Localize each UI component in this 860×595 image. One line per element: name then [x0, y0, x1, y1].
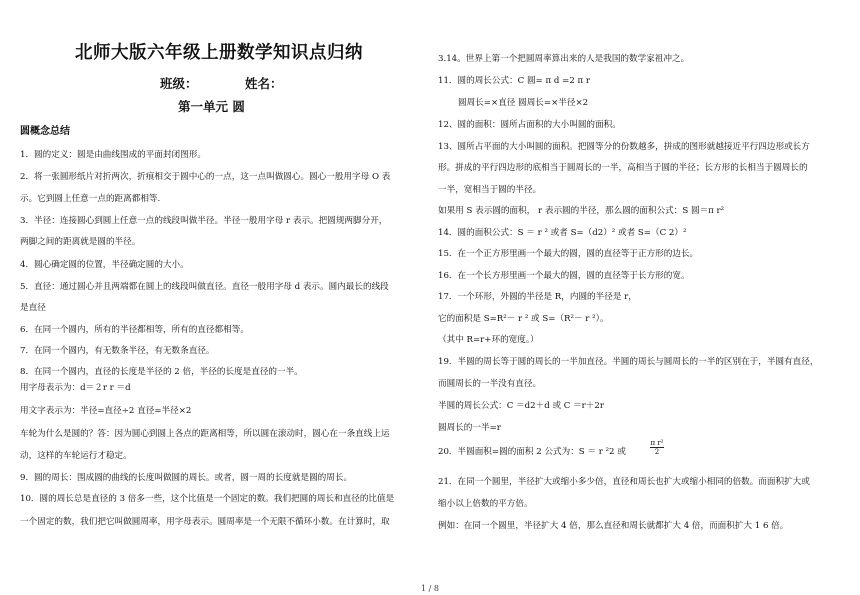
left-line: 3．半径：连接圆心到圆上任意一点的线段叫做半径。半径一般用字母 r 表示。把圆规两脚分开， — [20, 216, 388, 226]
fraction-denominator: 2 — [654, 448, 660, 456]
right-line: 21．在同一个圆里，半径扩大或缩小多少倍，直径和周长也扩大或缩小相同的倍数。而面积扩大或 — [438, 477, 810, 487]
right-line: 形。拼成的平行四边形的底相当于圆周长的一半，高相当于圆的半径；长方形的长相当于圆周长的 — [438, 163, 808, 173]
left-line: 两脚之间的距离就是圆的半径。 — [20, 237, 141, 247]
left-line: 是直径 — [20, 303, 46, 313]
left-line: 8．在同一个圆内，直径的长度是半径的 2 倍，半径的长度是直径的一半。 — [20, 367, 303, 377]
left-line: 9．圆的周长：围成圆的曲线的长度叫做圆的周长。或者，圆一周的长度就是圆的周长。 — [20, 473, 353, 483]
left-line: 用文字表示为：半径=直径÷2 直径=半径×2 — [20, 406, 192, 416]
fraction-numerator: π r² — [650, 439, 664, 447]
right-line: 13、圆所占平面的大小叫圆的面积。把圆等分的份数越多，拼成的图形就越接近平行四边形或长方 — [438, 142, 810, 152]
section-title: 圆概念总结 — [20, 126, 70, 137]
left-line: 2．将一张圆形纸片对折两次，折痕相交于圆中心的一点，这一点叫做圆心。圆心一般用字母 O 表 — [20, 172, 391, 182]
right-line: 例如：在同一个圆里，半径扩大 4 倍，那么直径和周长就都扩大 4 倍，而面积扩大 1 6 倍。 — [438, 521, 789, 531]
name-label: 姓名： — [245, 76, 283, 91]
unit-title: 第一单元 圆 — [178, 99, 245, 114]
right-line: 17．一个环形，外圆的半径是 R，内圆的半径是 r， — [438, 292, 637, 302]
right-line: 一半，宽相当于圆的半径。 — [438, 185, 542, 195]
page-number: 1 / 8 — [421, 584, 439, 593]
left-line: 示。它到圆上任意一点的距离都相等. — [20, 194, 161, 204]
right-line: 19．半圆的周长等于圆的周长的一半加直径。半圆的周长与圆周长的一半的区别在于，半圆有直径， — [438, 357, 819, 367]
left-line: 5．直径：通过圆心并且两端都在圆上的线段叫做直径。直径一般用字母 d 表示。圆内最长的线段 — [20, 282, 389, 292]
left-line: 动，这样的车轮运行才稳定。 — [20, 451, 132, 461]
left-line: 7．在同一个圆内，有无数条半径，有无数条直径。 — [20, 346, 215, 356]
fraction-formula — [650, 439, 664, 456]
right-line: 12、圆的面积：圆所占面积的大小叫圆的面积。 — [438, 120, 621, 130]
right-line: （其中 R=r+环的宽度。） — [438, 335, 539, 345]
right-line: 而圆周长的一半没有直径。 — [438, 379, 542, 389]
left-line: 一个固定的数，我们把它叫做圆周率，用字母表示。圆周率是一个无限不循环小数。在计算时，取 — [20, 517, 390, 527]
left-line: 4．圆心确定圆的位置，半径确定圆的大小。 — [20, 260, 189, 270]
right-line: 如果用 S 表示圆的面积， r 表示圆的半径，那么圆的面积公式：S 圆＝π r² — [438, 206, 725, 216]
right-line: 半圆的周长公式：C ＝d2＋d 或 C ＝r＋2r — [438, 401, 604, 411]
right-line: 11．圆的周长公式：C 圆= π d =2 π r — [438, 76, 591, 86]
class-label: 班级： — [160, 76, 198, 91]
right-line: 16．在一个长方形里画一个最大的圆，圆的直径等于长方形的宽。 — [438, 271, 690, 281]
left-line: 用字母表示为：d＝２r r ＝d — [20, 383, 131, 393]
right-line: 20．半圆面积=圆的面积 2 公式为：S ＝ r ²2 或 — [438, 447, 626, 457]
left-line: 10．圆的周长总是直径的 3 倍多一些，这个比值是一个固定的数。我们把圆的周长和直径的比值是 — [20, 494, 395, 504]
right-line: 圆周长=×直径 圆周长=×半径×2 — [458, 98, 589, 108]
right-line: 14．圆的面积公式：S ＝ r ² 或者 S=（d2）² 或者 S=（C 2）² — [438, 228, 687, 238]
document-title: 北师大版六年级上册数学知识点归纳 — [75, 43, 363, 63]
right-line: 它的面积是 S=R²－ r ² 或 S=（R²－ r ²）。 — [438, 314, 609, 324]
right-line: 圆周长的一半=r — [438, 423, 501, 433]
right-line: 15．在一个正方形里画一个最大的圆，圆的直径等于正方形的边长。 — [438, 249, 699, 259]
right-line: 缩小以上倍数的平方倍。 — [438, 499, 533, 509]
left-line: 车轮为什么是圆的？答：因为圆心到圆上各点的距离相等，所以圆在滚动时，圆心在一条直线上运 — [20, 429, 390, 439]
left-line: 6．在同一个圆内，所有的半径都相等，所有的直径都相等。 — [20, 325, 249, 335]
right-line: 3.14。世界上第一个把圆周率算出来的人是我国的数学家祖冲之。 — [438, 54, 690, 64]
left-line: 1．圆的定义：圆是由曲线围成的平面封闭图形。 — [20, 150, 206, 160]
